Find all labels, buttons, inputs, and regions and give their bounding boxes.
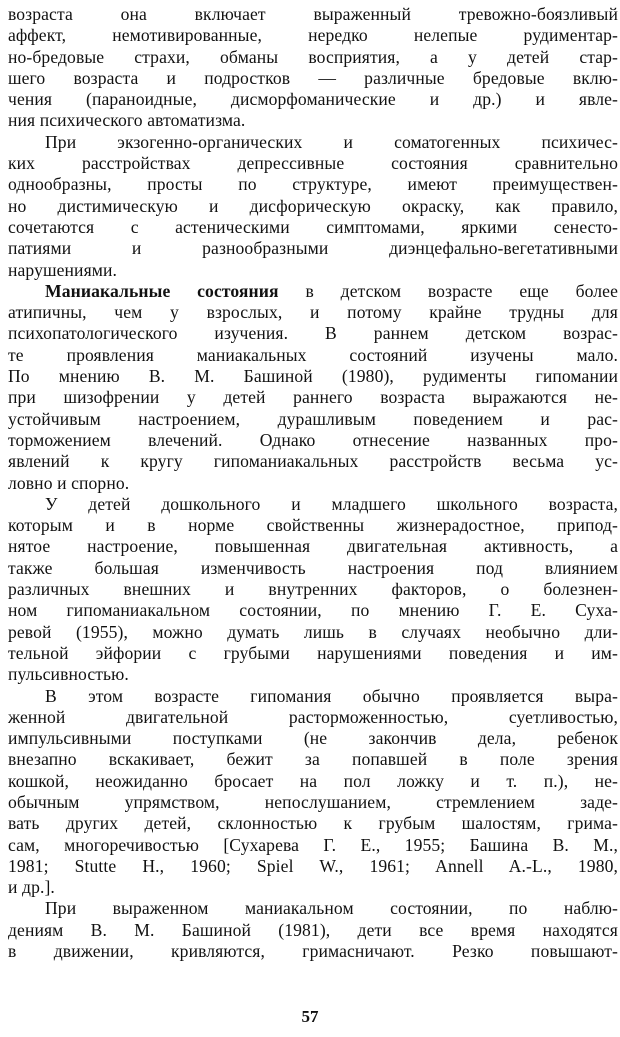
text-line: шего возраста и подростков — различные бредовые вклю- xyxy=(8,67,618,88)
text-line: импульсивными поступками (не закончив дела, ребенок xyxy=(8,728,618,749)
text-line: патиями и разнообразными диэнцефально-вегетативными xyxy=(8,238,618,259)
text-line: чения (параноидные, дисморфоманические и др.) и явле- xyxy=(8,89,618,110)
text-line: аффект, немотивированные, нередко нелепые рудиментар- xyxy=(8,25,618,46)
text-line xyxy=(8,281,618,302)
paragraph xyxy=(8,494,618,686)
text-line: нятое настроение, повышенная двигательная активность, а xyxy=(8,536,618,557)
text-line: ном гипоманиакальном состоянии, по мнению Г. Е. Суха- xyxy=(8,600,618,621)
paragraph xyxy=(8,132,618,281)
text-line: те проявления маниакальных состояний изучены мало. xyxy=(8,344,618,365)
text-line: психопатологического изучения. В раннем детском возрас- xyxy=(8,323,618,344)
text-line: 1981; Stutte H., 1960; Spiel W., 1961; Annell A.-L., 1980, xyxy=(8,855,618,876)
paragraph xyxy=(8,686,618,899)
text-line: но дистимическую и дисфорическую окраску, как правило, xyxy=(8,195,618,216)
text-line: В этом возрасте гипомания обычно проявляется выра- xyxy=(45,685,618,706)
text-line: сам, многоречивостью [Сухарева Г. Е., 1955; Башина В. М., xyxy=(8,834,618,855)
text-line: но-бредовые страхи, обманы восприятия, а у детей стар- xyxy=(8,46,618,67)
text-run: в детском возрасте еще более xyxy=(278,280,618,301)
text-line: и др.]. xyxy=(8,877,55,898)
paragraph xyxy=(8,4,618,132)
text-line: торможением влечений. Однако отнесение названных про- xyxy=(8,429,618,450)
text-line: При экзогенно-органических и соматогенных психичес- xyxy=(45,131,618,152)
text-line: различных внешних и внутренних факторов, о болезнен- xyxy=(8,579,618,600)
text-line: возраста она включает выраженный тревожно-боязливый xyxy=(8,4,618,24)
bold-term: Маниакальные состояния xyxy=(45,280,279,301)
text-line: тельной эйфории с грубыми нарушениями поведения и им- xyxy=(8,642,618,663)
text-line: У детей дошкольного и младшего школьного возраста, xyxy=(45,493,618,514)
text-line: ловно и спорно. xyxy=(8,472,130,493)
page-number: 57 xyxy=(301,1007,319,1026)
paragraph xyxy=(8,898,618,962)
text-line: явлений к кругу гипоманиакальных расстройств весьма ус- xyxy=(8,451,618,472)
text-line: атипичны, чем у взрослых, и потому крайне трудны для xyxy=(8,302,618,323)
text-line: ревой (1955), можно думать лишь в случаях необычно дли- xyxy=(8,621,618,642)
text-line: женной двигательной расторможенностью, суетливостью, xyxy=(8,706,618,727)
text-line: вать других детей, склонностью к грубым шалостям, грима- xyxy=(8,813,618,834)
text-line: устойчивым настроением, дурашливым поведением и рас- xyxy=(8,408,618,429)
text-line: кошкой, неожиданно бросает на пол ложку и т. п.), не- xyxy=(8,770,618,791)
text-line: пульсивностью. xyxy=(8,664,129,685)
text-line: которым и в норме свойственны жизнерадостное, припод- xyxy=(8,515,618,536)
paragraph xyxy=(8,281,618,494)
text-line: также большая изменчивость настроения под влиянием xyxy=(8,557,618,578)
text-line: внезапно вскакивает, бежит за попавшей в поле зрения xyxy=(8,749,618,770)
text-line: При выраженном маниакальном состоянии, по наблю- xyxy=(45,898,618,919)
text-line: обычным упрямством, непослушанием, стремлением заде- xyxy=(8,791,618,812)
text-line: дениям В. М. Башиной (1981), дети все время находятся xyxy=(8,919,618,940)
text-line: однообразны, просты по структуре, имеют преимуществен- xyxy=(8,174,618,195)
text-line: при шизофрении у детей раннего возраста выражаются не- xyxy=(8,387,618,408)
text-line: ких расстройствах депрессивные состояния сравнительно xyxy=(8,153,618,174)
text-line: нарушениями. xyxy=(8,259,118,280)
page-body xyxy=(8,4,618,962)
text-line: По мнению В. М. Башиной (1980), рудименты гипомании xyxy=(8,366,618,387)
text-line: ния психического автоматизма. xyxy=(8,110,246,131)
text-line: сочетаются с астеническими симптомами, яркими сенесто- xyxy=(8,216,618,237)
text-line: в движении, кривляются, гримасничают. Резко повышают- xyxy=(8,941,618,962)
